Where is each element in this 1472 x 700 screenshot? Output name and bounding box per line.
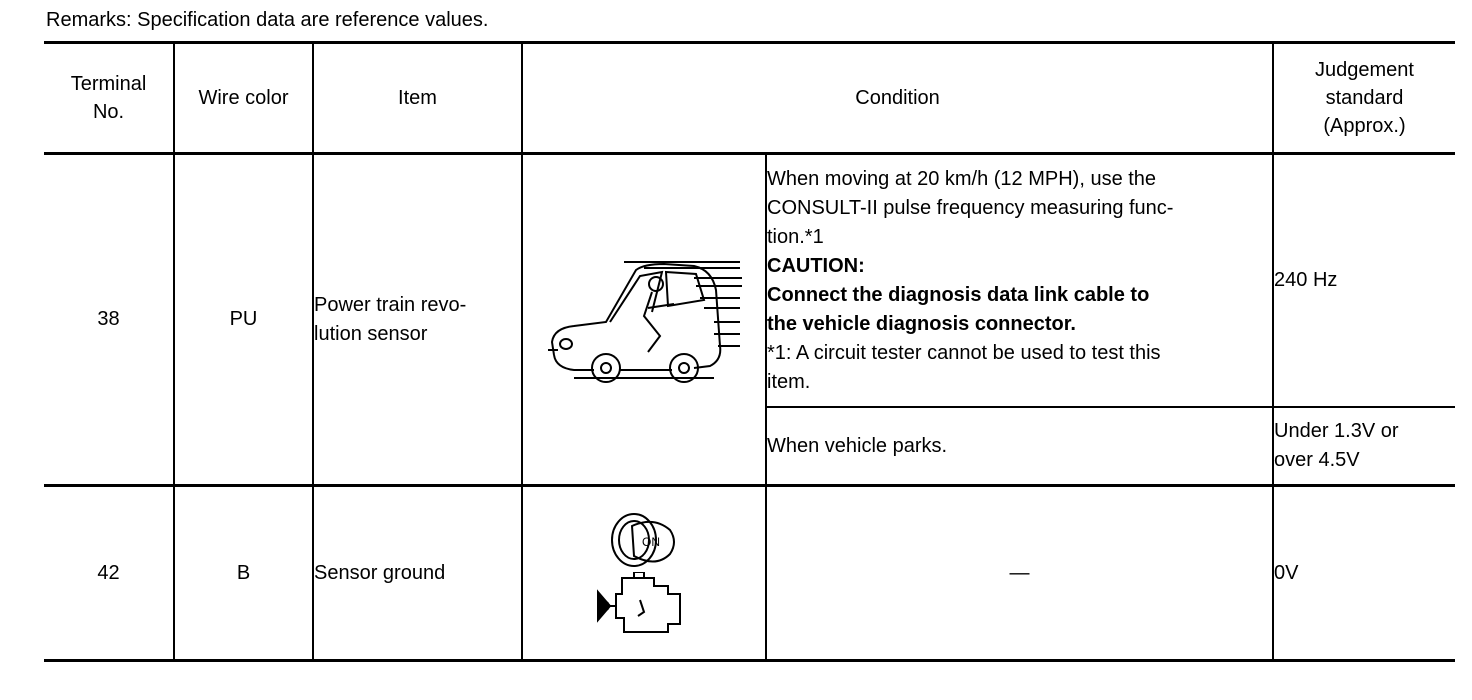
header-terminal: Terminal No. <box>44 43 174 154</box>
ignition-engine-icon-cell <box>522 486 766 661</box>
remarks-note: Remarks: Specification data are reference values. <box>46 9 489 31</box>
table-row <box>44 486 1455 661</box>
vehicle-icon-cell <box>522 154 766 486</box>
terminal-no: 38 <box>97 308 120 330</box>
wire-color: B <box>174 486 313 661</box>
moving-vehicle-icon <box>544 250 744 390</box>
ignition-on-icon <box>604 508 684 572</box>
engine-running-icon <box>594 572 694 638</box>
header-wire-color: Wire color <box>174 43 313 154</box>
judgement-value: 0V <box>1273 486 1455 661</box>
header-condition: Condition <box>522 43 1273 154</box>
judgement-value: Under 1.3V or over 4.5V <box>1273 407 1455 486</box>
header-judgement: Judgement standard (Approx.) <box>1273 43 1455 154</box>
caution-label: CAUTION: <box>767 254 865 277</box>
header-row <box>44 43 1455 154</box>
condition-moving: When moving at 20 km/h (12 MPH), use the CONSULT-II pulse frequency measuring func- tion.*1 CAUTION: Connect the diagnosis data link cable to the vehicle diagnosis connector. *1: A circuit tester cannot be used to test this item. <box>766 154 1273 408</box>
wire-color: PU <box>174 154 313 486</box>
judgement-value: 240 Hz <box>1273 154 1455 408</box>
table-row <box>44 154 1455 408</box>
condition-parked: When vehicle parks. <box>766 407 1273 486</box>
item-name: Power train revo- lution sensor <box>313 154 522 486</box>
ignition-on-label: ON <box>642 535 660 549</box>
spec-table <box>44 41 1455 662</box>
header-item: Item <box>313 43 522 154</box>
condition-value: — <box>766 486 1273 661</box>
item-name: Sensor ground <box>313 486 522 661</box>
terminal-no: 42 <box>44 486 174 661</box>
